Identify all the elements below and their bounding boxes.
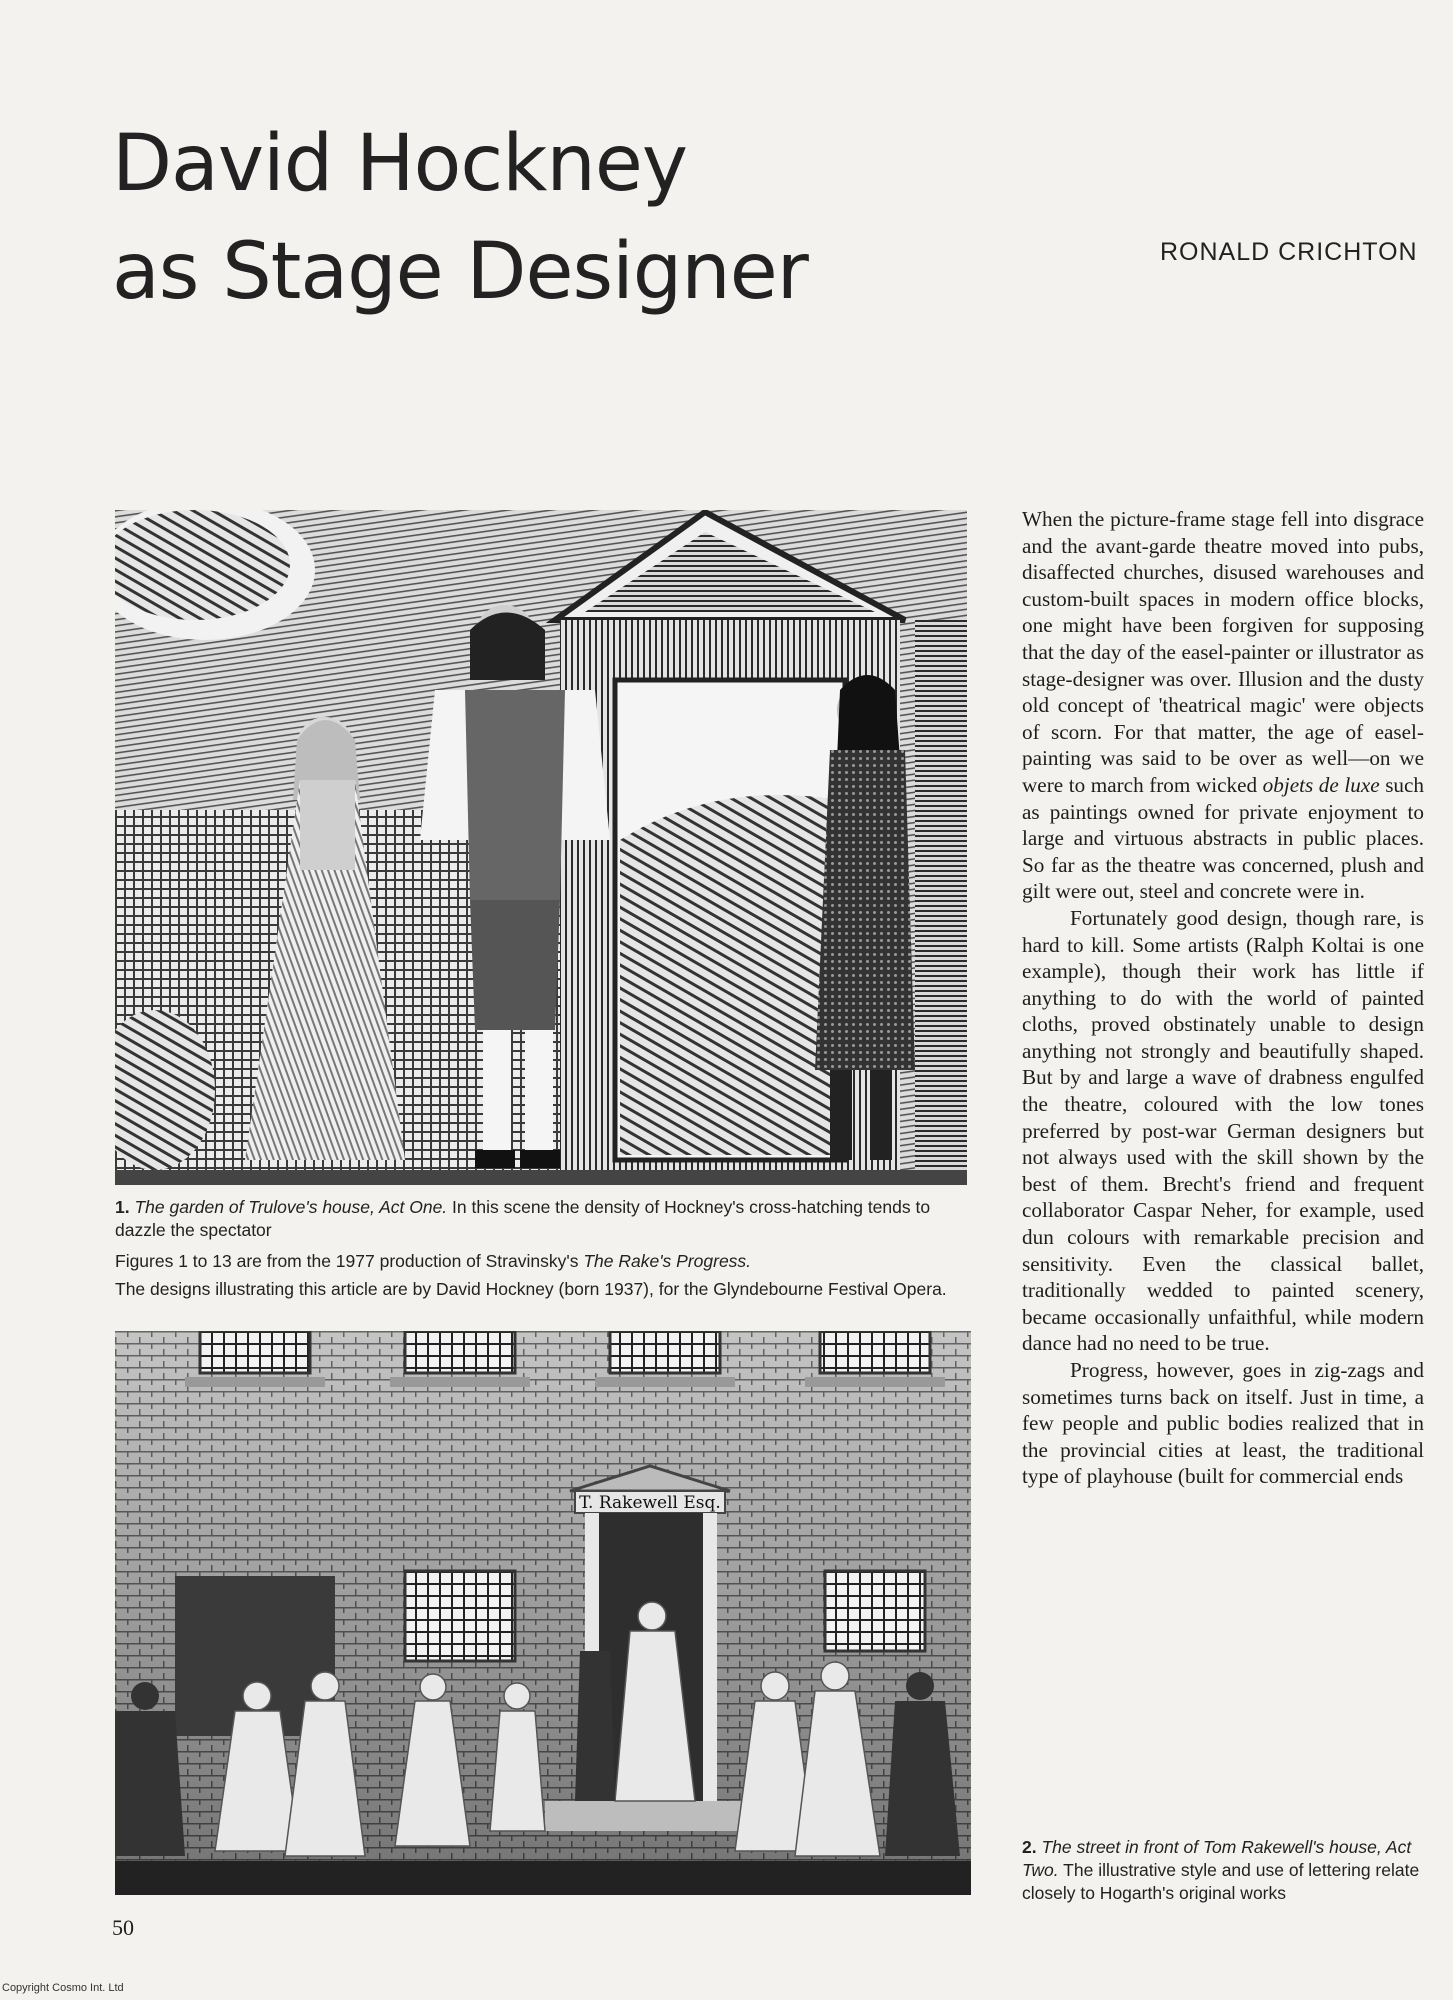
rakewell-sign: T. Rakewell Esq. [579, 1493, 721, 1513]
figure-1-photo [115, 510, 967, 1185]
article-title [112, 110, 912, 326]
figure-2-caption [1022, 1836, 1452, 1905]
figures-note-text: Figures 1 to 13 are from the 1977 production of Stravinsky's [115, 1251, 579, 1271]
figure-2-number: 2. [1022, 1837, 1037, 1857]
paragraph-1-text-b: such as paintings owned for private enjoyment to large and virtuous abstracts in public places. So far as the theatre was concerned, plush and gilt were out, steel and concrete were in. [1022, 772, 1425, 904]
figures-note-work: The Rake's Progress. [583, 1251, 752, 1271]
paragraph-2: Fortunately good design, though rare, is hard to kill. Some artists (Ralph Koltai is one example), though their work has little if anything to do with the world of painted cloths, proved obstinately unable to design anything not strongly and beautifully shaped. But by and large a wave of drabness engulfed the theatre, coloured with the low tones preferred by post-war German designers but not always used with the skill shown by the best of them. Brecht's friend and frequent collaborator Caspar Neher, for example, used dun colours with remarkable precision and sensitivity. Even the classical ballet, traditionally wedded to painted scenery, became occasionally unfaithful, while modern dance had no need to be true. [1022, 905, 1424, 1356]
paragraph-1-italic: objets de luxe [1262, 772, 1380, 797]
article-body [1022, 506, 1424, 1490]
paragraph-1-text-a: When the picture-frame stage fell into disgrace and the avant-garde theatre moved into pubs, disaffected churches, disused warehouses and custom-built spaces in modern office blocks, one might have been forgiven for supposing that the day of the easel-painter or illustrator as stage-designer was over. Illusion and the dusty old concept of 'theatrical magic' were objects of scorn. For that matter, the age of easel-painting was said to be over as well—on we were to march from wicked [1022, 507, 1424, 797]
figure-2-illustration [115, 1331, 971, 1895]
author-byline: RONALD CRICHTON [1160, 238, 1418, 266]
page-number: 50 [112, 1915, 134, 1940]
figure-1-caption-text: In this scene the density of Hockney's cross-hatching tends to dazzle the spectator [115, 1197, 931, 1240]
title-line-2: as Stage Designer [112, 227, 808, 317]
copyright-notice: Copyright Cosmo Int. Ltd [2, 1982, 124, 1994]
figure-1-caption-title: The garden of Trulove's house, Act One. [134, 1197, 448, 1217]
figure-1-number: 1. [115, 1197, 130, 1217]
figure-2-caption-title: The street in front of Tom Rakewell's house, Act Two. [1022, 1837, 1412, 1880]
paragraph-3: Progress, however, goes in zig-zags and sometimes turns back on itself. Just in time, a few people and public bodies realized that in the provincial cities at least, the traditional type of playhouse (built for commercial ends [1022, 1358, 1424, 1489]
figure-2-caption-text: The illustrative style and use of lettering relate closely to Hogarth's original works [1022, 1860, 1420, 1903]
figure-1-illustration [115, 510, 967, 1185]
figure-2-photo [115, 1331, 971, 1895]
figure-1-caption [115, 1196, 985, 1242]
designs-note: The designs illustrating this article are by David Hockney (born 1937), for the Glyndebourne Festival Opera. [115, 1279, 947, 1299]
paragraph-1 [1022, 506, 1424, 905]
title-line-1: David Hockney [112, 119, 688, 209]
figures-note [115, 1250, 985, 1273]
